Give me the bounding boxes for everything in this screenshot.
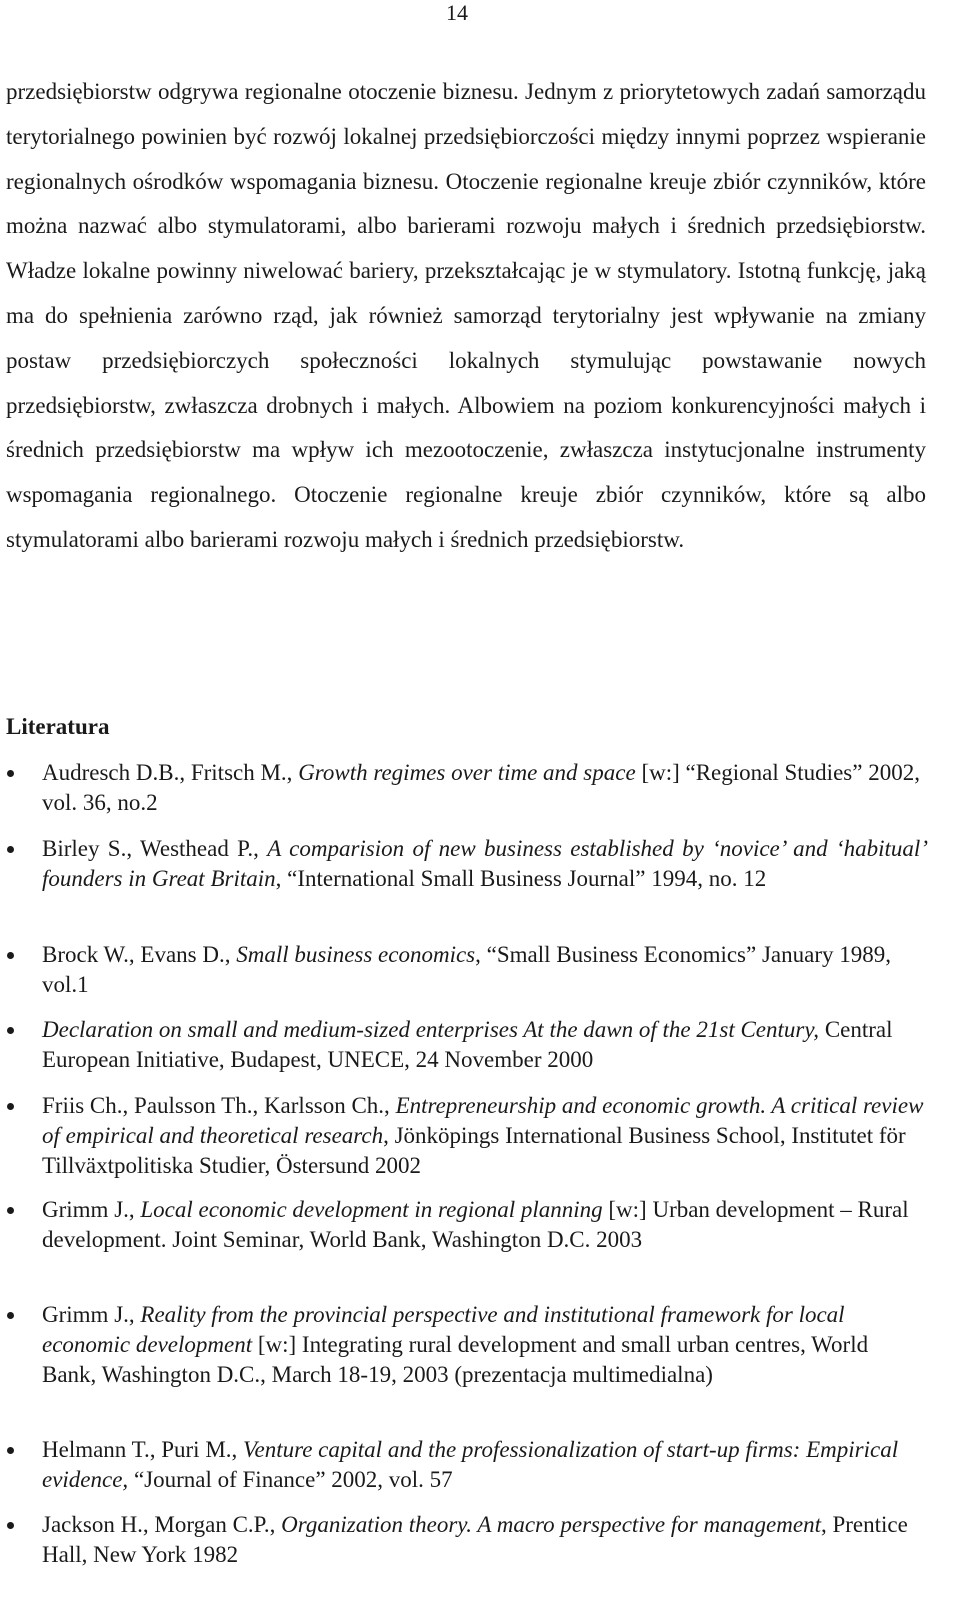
reference-authors: Audresch D.B., Fritsch M., bbox=[42, 760, 293, 785]
reference-title: Venture capital and the professionalization of start-up firms: Empirical evidence, bbox=[42, 1437, 899, 1492]
body-paragraph: przedsiębiorstw odgrywa regionalne otoczenie biznesu. Jednym z priorytetowych zadań samorządu terytorialnego powinien być rozwój lokalnej przedsiębiorczości między innymi poprzez wspieranie regionalnych ośrodków wspomagania biznesu. Otoczenie regionalne kreuje zbiór czynników, które można nazwać albo stymulatorami, albo barierami rozwoju małych i średnich przedsiębiorstw. Władze lokalne powinny niwelować bariery, przekształcając je w stymulatory. Istotną funkcję, jaką ma do spełnienia zarówno rząd, jak również samorząd terytorialny jest wpływanie na zmiany postaw przedsiębiorczych społeczności lokalnych stymulując powstawanie nowych przedsiębiorstw, zwłaszcza drobnych i małych. Albowiem na poziom konkurencyjności małych i średnich przedsiębiorstw ma wpływ ich mezootoczenie, zwłaszcza instytucjonalne instrumenty wspomagania regionalnego. Otoczenie regionalne kreuje zbiór czynników, które są albo stymulatorami albo barierami rozwoju małych i średnich przedsiębiorstw. bbox=[6, 79, 926, 552]
reference-details: , Jönköpings International Business School, Institutet för Tillväxtpolitiska Studier, Östersund 2002 bbox=[42, 1123, 906, 1178]
reference-text bbox=[42, 1195, 928, 1255]
reference-authors: Friis Ch., Paulsson Th., Karlsson Ch., bbox=[42, 1093, 390, 1118]
reference-authors: Brock W., Evans D., bbox=[42, 942, 231, 967]
reference-text bbox=[42, 1091, 928, 1181]
reference-title: Growth regimes over time and space bbox=[298, 760, 636, 785]
reference-details: [w:] “Regional Studies” 2002, vol. 36, no.2 bbox=[42, 760, 920, 815]
reference-text bbox=[42, 1300, 928, 1390]
reference-details: [w:] Integrating rural development and small urban centres, World Bank, Washington D.C., March 18-19, 2003 (prezentacja multimedialna) bbox=[42, 1332, 869, 1387]
literature-heading: Literatura bbox=[6, 714, 110, 739]
reference-text bbox=[42, 1435, 928, 1495]
reference-text bbox=[42, 940, 928, 1000]
reference-details: [w:] Urban development – Rural development. Joint Seminar, World Bank, Washington D.C. 2003 bbox=[42, 1197, 909, 1252]
reference-title: Declaration on small and medium-sized enterprises At the dawn of the 21st Century, bbox=[42, 1017, 820, 1042]
reference-authors: Grimm J., bbox=[42, 1197, 135, 1222]
reference-title: Entrepreneurship and economic growth. A critical review of empirical and theoretical research bbox=[42, 1093, 924, 1148]
reference-details: , “Small Business Economics” January 1989, vol.1 bbox=[42, 942, 891, 997]
reference-authors: Helmann T., Puri M., bbox=[42, 1437, 238, 1462]
reference-details: , Prentice Hall, New York 1982 bbox=[42, 1512, 908, 1567]
reference-text bbox=[42, 1510, 928, 1570]
reference-title: Organization theory. A macro perspective for management bbox=[281, 1512, 821, 1537]
reference-text bbox=[42, 834, 928, 894]
reference-text bbox=[42, 1015, 928, 1075]
page-number: 14 bbox=[446, 0, 468, 25]
reference-title: Small business economics bbox=[236, 942, 476, 967]
reference-details: “Journal of Finance” 2002, vol. 57 bbox=[128, 1467, 453, 1492]
reference-authors: Grimm J., bbox=[42, 1302, 135, 1327]
reference-title: A comparision of new business established by ‘novice’ and ‘habitual’ founders in Great Britain bbox=[42, 836, 928, 891]
reference-authors: Jackson H., Morgan C.P., bbox=[42, 1512, 276, 1537]
reference-authors: Birley S., Westhead P., bbox=[42, 836, 259, 861]
reference-title: Local economic development in regional planning bbox=[140, 1197, 603, 1222]
reference-title: Reality from the provincial perspective and institutional framework for local economic development bbox=[42, 1302, 845, 1357]
reference-details: Central European Initiative, Budapest, UNECE, 24 November 2000 bbox=[42, 1017, 893, 1072]
reference-text bbox=[42, 758, 928, 818]
reference-details: , “International Small Business Journal” 1994, no. 12 bbox=[275, 866, 767, 891]
